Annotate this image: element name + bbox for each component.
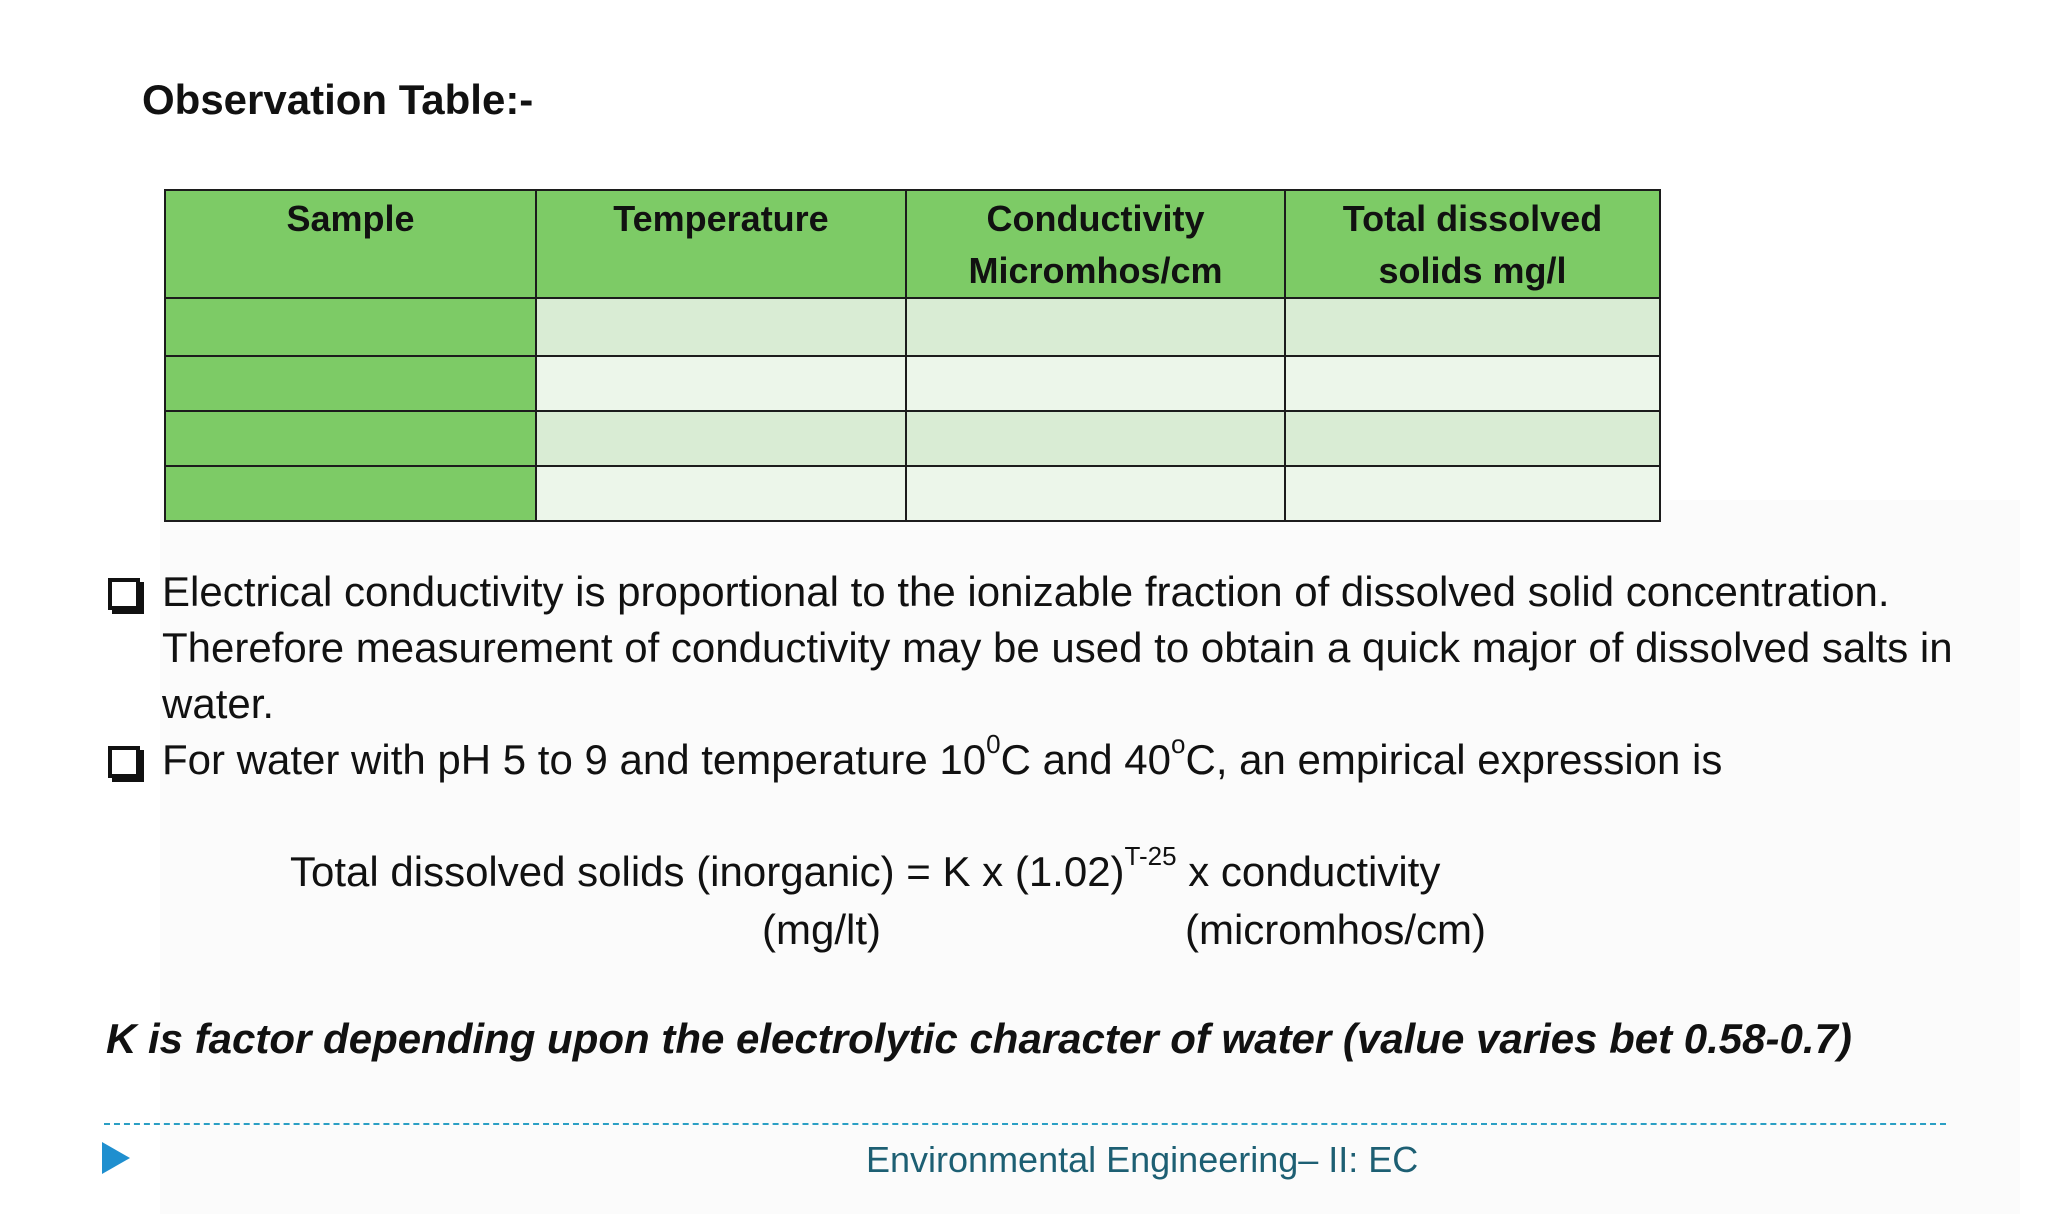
observation-table bbox=[164, 189, 1661, 522]
table-cell bbox=[906, 356, 1285, 411]
table-cell bbox=[1285, 411, 1660, 466]
table-cell bbox=[1285, 298, 1660, 356]
header-label: solids mg/l bbox=[1378, 250, 1567, 291]
bullet-item-empirical bbox=[106, 729, 1986, 788]
header-sample bbox=[165, 190, 536, 298]
table-cell bbox=[906, 411, 1285, 466]
table-row bbox=[165, 356, 1660, 411]
k-factor-note: K is factor depending upon the electrolytic character of water (value varies bet 0.58-0.7) bbox=[106, 1015, 1852, 1062]
table-cell bbox=[536, 356, 906, 411]
formula-unit-tds: (mg/lt) bbox=[762, 906, 881, 953]
bullet-text: C and 40 bbox=[1000, 736, 1172, 783]
footer-divider bbox=[104, 1123, 1946, 1125]
play-triangle-icon bbox=[102, 1142, 130, 1174]
formula-lhs: Total dissolved solids (inorganic) = K x (1.02) bbox=[290, 848, 1125, 895]
table-row bbox=[165, 298, 1660, 356]
table-cell bbox=[165, 356, 536, 411]
table-row bbox=[165, 466, 1660, 521]
tds-formula bbox=[290, 841, 1441, 900]
formula-unit-conductivity: (micromhos/cm) bbox=[1185, 906, 1486, 953]
checkbox-bullet-icon bbox=[108, 746, 140, 778]
header-label: Temperature bbox=[613, 198, 829, 239]
header-label: Sample bbox=[286, 198, 415, 239]
table-cell bbox=[165, 411, 536, 466]
formula-exponent: T-25 bbox=[1124, 841, 1177, 871]
header-label: Micromhos/cm bbox=[968, 250, 1223, 291]
header-label: Conductivity bbox=[986, 198, 1205, 239]
bullet-text: C, an empirical expression is bbox=[1185, 736, 1723, 783]
table-row bbox=[165, 411, 1660, 466]
checkbox-bullet-icon bbox=[108, 578, 140, 610]
table-cell bbox=[536, 411, 906, 466]
bullet-list bbox=[106, 564, 1986, 788]
header-temperature bbox=[536, 190, 906, 298]
header-label: Total dissolved bbox=[1342, 198, 1603, 239]
table-cell bbox=[1285, 466, 1660, 521]
formula-rhs: x conductivity bbox=[1176, 848, 1441, 895]
footer-text: Environmental Engineering– II: EC bbox=[866, 1139, 1419, 1180]
header-total-dissolved-solids bbox=[1285, 190, 1660, 298]
table-cell bbox=[536, 298, 906, 356]
bullet-text: For water with pH 5 to 9 and temperature 10 bbox=[162, 736, 987, 783]
table-cell bbox=[1285, 356, 1660, 411]
table-cell bbox=[536, 466, 906, 521]
bullet-item-conductivity bbox=[106, 564, 1986, 732]
page-title: Observation Table:- bbox=[142, 76, 534, 123]
table-cell bbox=[165, 298, 536, 356]
table-cell bbox=[906, 298, 1285, 356]
table-header-row bbox=[165, 190, 1660, 298]
header-conductivity bbox=[906, 190, 1285, 298]
table-cell bbox=[165, 466, 536, 521]
superscript: o bbox=[1171, 729, 1186, 759]
superscript: 0 bbox=[986, 729, 1001, 759]
table-cell bbox=[906, 466, 1285, 521]
bullet-text: Electrical conductivity is proportional to the ionizable fraction of dissolved solid concentration. Therefore measurement of conductivity may be used to obtain a quick major of dissolved salts in water. bbox=[162, 568, 1953, 727]
